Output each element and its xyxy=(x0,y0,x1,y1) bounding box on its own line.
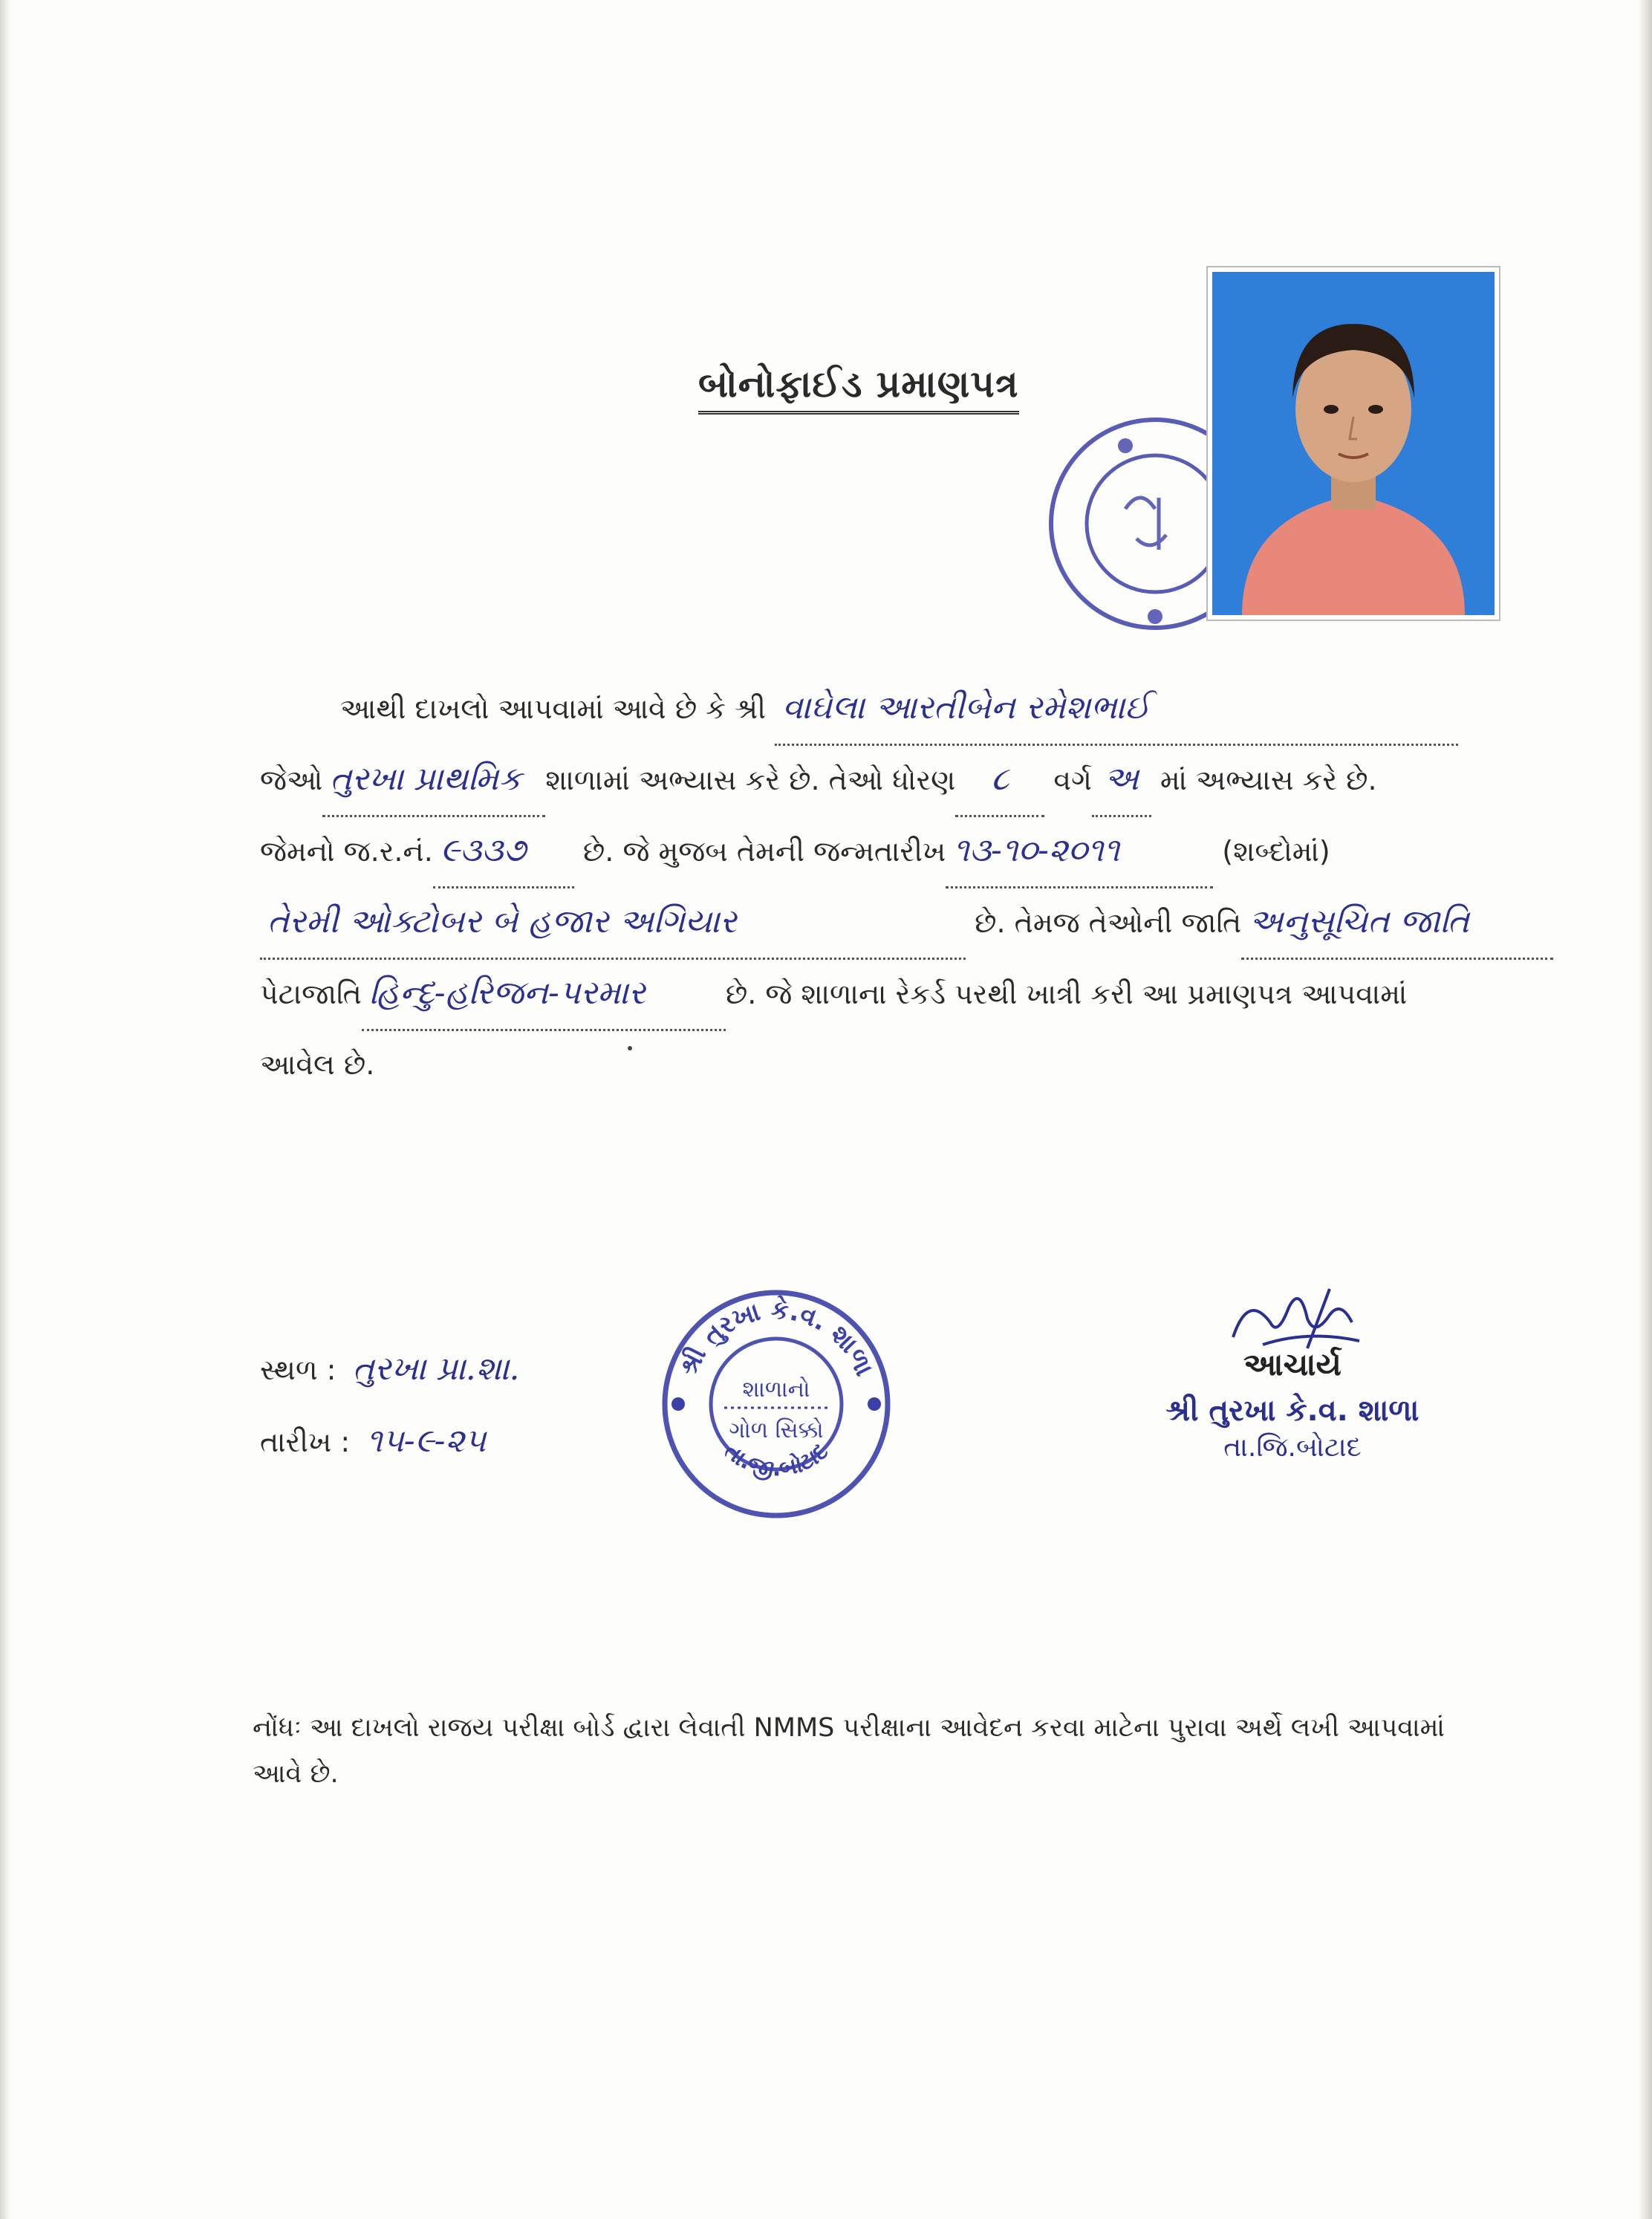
page-edge-right xyxy=(1639,0,1652,2219)
seal-bottom-text: તા.જી.બોટાદ xyxy=(719,1437,833,1483)
date-value: ૧૫-૯-૨૫ xyxy=(366,1422,487,1460)
svg-text:તા.જી.બોટાદ xyxy=(719,1438,833,1483)
seal-center-bottom: ગોળ સિક્કો xyxy=(729,1417,824,1443)
gr-number-field: ૯૩૩૭ xyxy=(433,815,574,888)
school-name-stamp-line: શ્રી તુરખા કે.વ. શાળા xyxy=(1165,1394,1420,1428)
place-row xyxy=(260,1333,527,1406)
student-photo xyxy=(1208,267,1499,620)
body-text-3c: (શબ્દોમાં) xyxy=(1222,835,1330,868)
principal-label: આચાર્ય xyxy=(1243,1346,1342,1383)
body-text-3b: છે. જે મુજબ તેમની જન્મતારીખ xyxy=(582,835,946,868)
standard-field: ૮ xyxy=(955,744,1044,817)
certificate-title: બોનોફાઈડ પ્રમાણપત્ર xyxy=(698,363,1019,415)
school-seal-stamp xyxy=(657,1285,895,1523)
division-field: અ xyxy=(1092,744,1151,817)
place-date-block xyxy=(260,1333,527,1478)
body-line-5 xyxy=(260,958,1523,1029)
body-text-4: છે. તેમજ તેઓની જાતિ xyxy=(975,906,1242,939)
seal-center-top: શાળાનો xyxy=(742,1377,810,1403)
note-text: નોંધઃ આ દાખલો રાજય પરીક્ષા બોર્ડ દ્વારા લેવાતી NMMS પરીક્ષાના આવેદન કરવા માટેના પુરાવા અર્થે લખી આપવામાં આવે છે. xyxy=(253,1713,1445,1789)
body-text-5a: પેટાજાતિ xyxy=(260,978,362,1010)
seal-outer-text: શ્રી તુરખા કે.વ. શાળા xyxy=(673,1295,879,1381)
body-text-2a: જેઓ xyxy=(260,764,323,796)
date-row xyxy=(260,1406,527,1478)
date-label: તારીખ : xyxy=(260,1426,351,1458)
body-line-6 xyxy=(260,1029,1523,1100)
body-line-3 xyxy=(260,815,1523,886)
body-line-1 xyxy=(260,672,1523,744)
school-name-field: તુરખા પ્રાથમિક xyxy=(322,744,545,817)
body-text-5b: છે. જે શાળાના રેકર્ડ પરથી ખાત્રી કરી આ પ્રમાણપત્ર આપવામાં xyxy=(725,978,1408,1010)
body-text-2c: વર્ગ xyxy=(1053,764,1092,796)
certificate-body xyxy=(260,672,1523,1100)
page-edge-left xyxy=(0,0,10,2219)
principal-signature-block xyxy=(1099,1278,1486,1463)
body-text-1: આથી દાખલો આપવામાં આવે છે કે શ્રી xyxy=(340,692,767,725)
body-text-6: આવેલ છે. xyxy=(260,1048,375,1081)
dob-words-field: તેરમી ઓક્ટોબર બે હજાર અગિયાર xyxy=(260,886,966,960)
ink-dot xyxy=(628,1046,632,1050)
body-line-4 xyxy=(260,886,1523,958)
student-name-field: વાઘેલા આરતીબેન રમેશભાઈ xyxy=(775,672,1458,746)
body-text-3a: જેમનો જ.ર.નં. xyxy=(260,835,433,868)
place-value: તુરખા પ્રા.શા. xyxy=(352,1350,520,1388)
body-line-2 xyxy=(260,744,1523,815)
taluka-district-line: તા.જિ.બોટાદ xyxy=(1223,1432,1362,1463)
body-text-2d: માં અભ્યાસ કરે છે. xyxy=(1160,764,1377,796)
place-label: સ્થળ : xyxy=(260,1354,336,1386)
body-text-2b: શાળામાં અભ્યાસ કરે છે. તેઓ ધોરણ xyxy=(545,764,956,796)
caste-field: અનુસૂચિત જાતિ xyxy=(1241,886,1553,960)
dob-field: ૧૩-૧૦-૨૦૧૧ xyxy=(946,815,1213,888)
sub-caste-field: હિન્દુ-હરિજન-પરમાર xyxy=(362,958,726,1031)
